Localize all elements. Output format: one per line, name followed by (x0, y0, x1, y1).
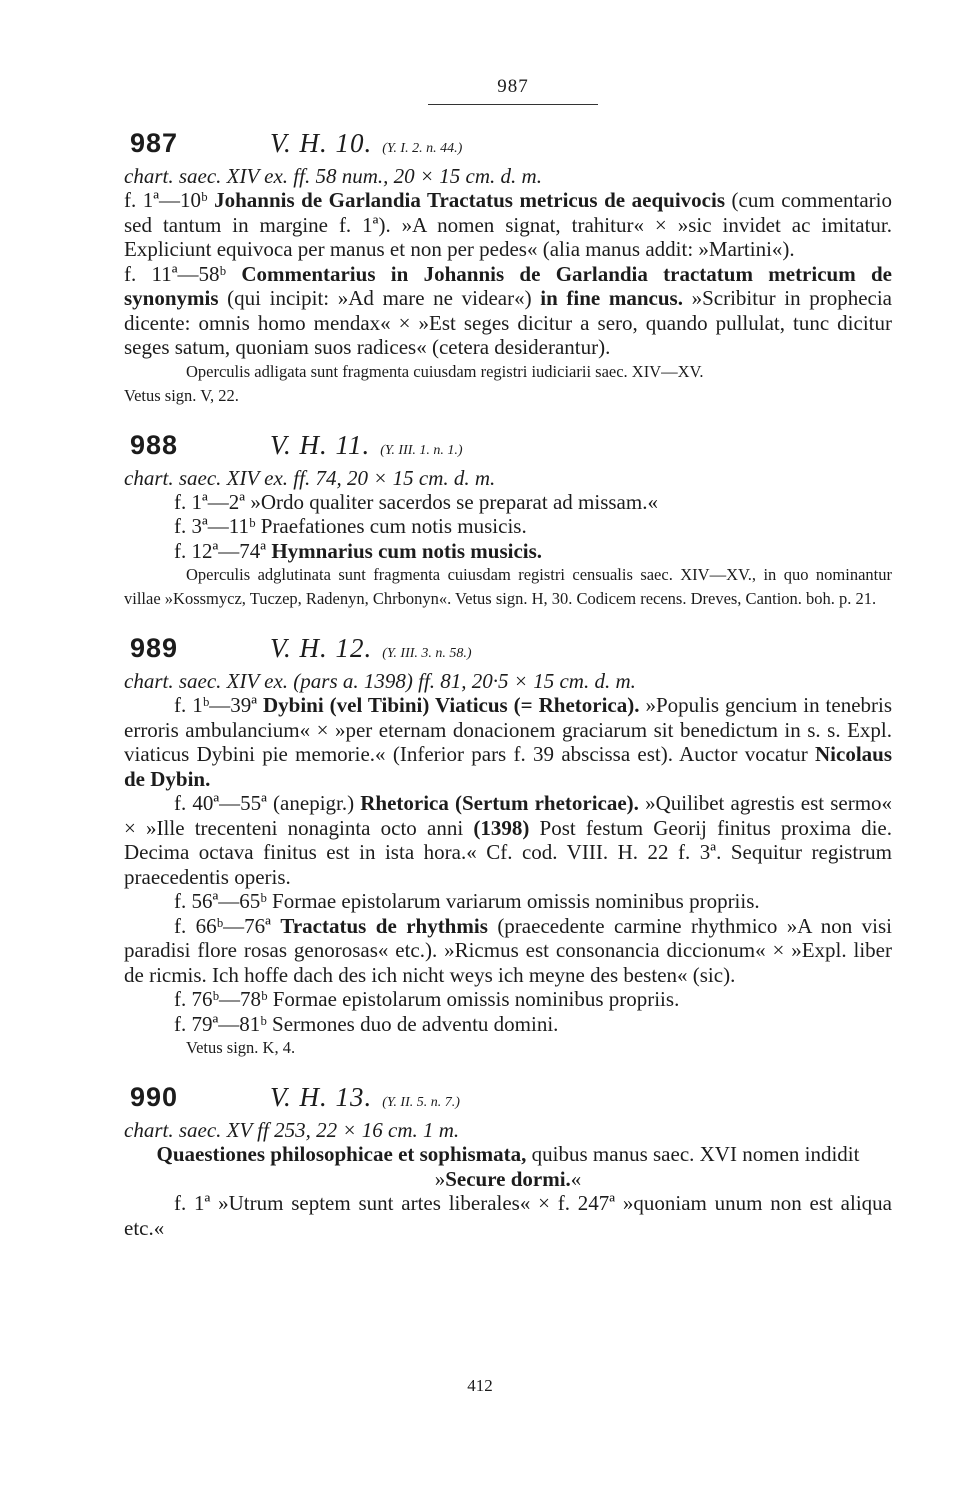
running-header: 987 (428, 76, 598, 105)
shelfmark: V. H. 12. (270, 633, 373, 663)
catalog-entry-988 (124, 430, 892, 612)
content-paragraph: f. 66ᵇ—76ª Tractatus de rhythmis (praecedente carmine rhythmico »A non visi paradisi flore rosas genorosas« etc.). »Ricmus est consonancia diccionum« × »Expl. liber de ricmis. Ich hoffe dach des ich nicht weys ich meyne des besten« (sic). (124, 913, 892, 987)
content-paragraph: f. 1ᵇ—39ª Dybini (vel Tibini) Viaticus (= Rhetorica). »Populis gencium in tenebris erroris ambulancium« × »per eternam donacionem graciarum sit benedictum in s. s. Expl. viaticus Dybini pie memorie.« (Inferior pars f. 39 abscissa est). Auctor vocatur Nicolaus de Dybin. (124, 693, 893, 791)
shelfmark: V. H. 13. (270, 1082, 373, 1112)
content-line: f. 3ª—11ᵇ Praefationes cum notis musicis. (174, 514, 527, 538)
content-paragraph: f. 76ᵇ—78ᵇ Formae epistolarum omissis nominibus propriis. (174, 987, 680, 1011)
entry-heading (124, 430, 892, 466)
physical-description: chart. saec. XIV ex. (pars a. 1398) ff. 81, 20·5 × 15 cm. d. m. (124, 669, 636, 693)
entry-heading (124, 128, 892, 164)
former-shelfmark-note: Vetus sign. K, 4. (186, 1038, 296, 1057)
content-paragraph: f. 56ª—65ᵇ Formae epistolarum variarum omissis nominibus propriis. (174, 889, 760, 913)
content-paragraph: f. 40ª—55ª (anepigr.) Rhetorica (Sertum rhetoricae). »Quilibet agrestis est sermo« × »Ille trecenteni nonaginta octo anni (1398) Post festum Georij finitus proxima die. Decima octava finitus est in ista hora.« Cf. cod. VIII. H. 22 f. 3ª. Sequitur registrum praecedentis operis. (124, 791, 893, 889)
binding-note: Operculis adglutinata sunt fragmenta cuiusdam registri censualis saec. XIV—XV., in quo nominantur villae »Kossmycz, Tuczep, Radenyn, Chrbonyn«. Vetus sign. H, 30. Codicem recens. Dreves, Cantion. boh. p. 21. (124, 565, 892, 608)
physical-description: chart. saec. XIV ex. ff. 58 num., 20 × 15 cm. d. m. (124, 164, 542, 188)
content-paragraph: f. 79ª—81ᵇ Sermones duo de adventu domini. (174, 1011, 559, 1036)
physical-description: chart. saec. XV ff 253, 22 × 16 cm. 1 m. (124, 1118, 460, 1142)
work-title: Quaestiones philosophicae et sophismata, quibus manus saec. XVI nomen indidit »Secure dormi.« (156, 1142, 860, 1191)
physical-description: chart. saec. XIV ex. ff. 74, 20 × 15 cm. d. m. (124, 465, 496, 490)
entry-heading (124, 633, 892, 669)
entry-heading (124, 1082, 892, 1118)
catalog-content (124, 128, 892, 1262)
entry-number: 988 (130, 429, 179, 460)
content-line: f. 12ª—74ª Hymnarius cum notis musicis. (174, 538, 543, 563)
old-shelfmark: (Y. II. 5. n. 7.) (382, 1095, 460, 1110)
shelfmark: V. H. 11. (270, 429, 371, 460)
content-line: f. 1ª—2ª »Ordo qualiter sacerdos se preparat ad missam.« (174, 489, 658, 514)
entry-number: 989 (130, 633, 179, 663)
entry-number: 987 (130, 128, 179, 158)
catalog-entry-987 (124, 128, 892, 408)
content-paragraph: f. 11ª—58ᵇ Commentarius in Johannis de Garlandia tractatum metricum de synonymis (qui incipit: »Ad mare ne videar«) in fine mancus. »Scribitur in prophecia dicente: omnis homo mendax« × »Est seges dicitur a sero, quando pullulat, tunc dicitur seges satum, quoniam suos radices« (cetera desiderantur). (124, 261, 892, 359)
shelfmark: V. H. 10. (270, 128, 373, 158)
entry-number: 990 (130, 1082, 179, 1112)
page-number: 412 (467, 1376, 493, 1395)
catalog-entry-990 (124, 1082, 892, 1240)
catalog-entry-989 (124, 633, 892, 1060)
old-shelfmark: (Y. III. 3. n. 58.) (382, 646, 472, 661)
binding-note: Operculis adligata sunt fragmenta cuiusdam registri iudiciarii saec. XIV—XV. (186, 361, 704, 381)
old-shelfmark: (Y. III. 1. n. 1.) (380, 442, 463, 458)
former-shelfmark-note: Vetus sign. V, 22. (124, 385, 239, 405)
old-shelfmark: (Y. I. 2. n. 44.) (382, 141, 463, 156)
content-paragraph: f. 1ª »Utrum septem sunt artes liberales« × f. 247ª »quoniam unum non est aliqua etc.« (124, 1191, 892, 1240)
content-paragraph: f. 1ª—10ᵇ Johannis de Garlandia Tractatus metricus de aequivocis (cum commentario sed tantum in margine f. 1ª). »A nomen signat, trahitur« × »sic invidet ac imitatur. Expliciunt equivoca per manus et non per pedes« (alia manus addit: »Martini«). (124, 188, 892, 261)
